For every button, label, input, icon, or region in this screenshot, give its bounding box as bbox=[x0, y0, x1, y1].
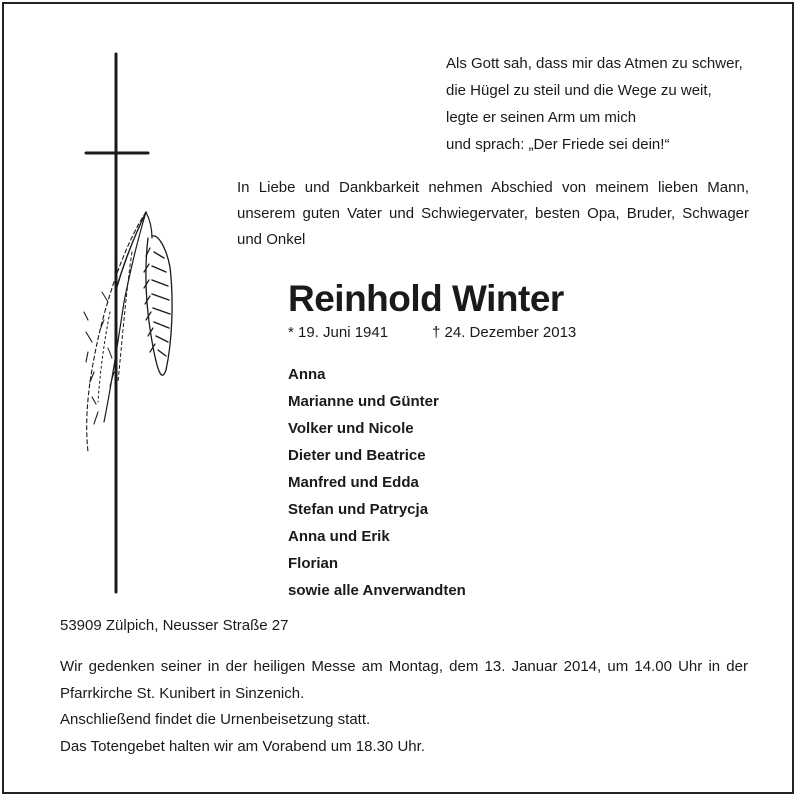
family-member: Marianne und Günter bbox=[288, 393, 439, 410]
family-member: Florian bbox=[288, 555, 339, 572]
cross-with-wheat-icon bbox=[74, 52, 184, 597]
intro-text: In Liebe und Dankbarkeit nehmen Abschied von meinem lieben Mann, unserem guten Vater und Schwiegervater, besten Opa, Bruder, Schwager und Onkel bbox=[237, 179, 749, 248]
mass-info: Wir gedenken seiner in der heiligen Messe am Montag, dem 13. Januar 2014, um 14.00 Uhr in der Pfarrkirche St. Kunibert in Sinzenich. bbox=[60, 658, 748, 702]
deceased-name: Reinhold Winter bbox=[288, 278, 564, 319]
family-member: Dieter und Beatrice bbox=[288, 447, 426, 464]
family-member: Volker und Nicole bbox=[288, 420, 414, 437]
poem-line: die Hügel zu steil und die Wege zu weit, bbox=[446, 82, 712, 99]
family-list bbox=[288, 361, 466, 604]
family-member: Stefan und Patrycja bbox=[288, 501, 429, 518]
poem bbox=[446, 50, 743, 158]
family-member: sowie alle Anverwandten bbox=[288, 582, 466, 599]
poem-line: und sprach: „Der Friede sei dein!“ bbox=[446, 136, 670, 153]
birth-date: * 19. Juni 1941 bbox=[288, 324, 389, 341]
prayer-info: Das Totengebet halten wir am Vorabend um 18.30 Uhr. bbox=[60, 737, 425, 755]
family-member: Anna und Erik bbox=[288, 528, 390, 545]
poem-line: Als Gott sah, dass mir das Atmen zu schwer, bbox=[446, 55, 743, 72]
service-info bbox=[60, 654, 748, 760]
address: 53909 Zülpich, Neusser Straße 27 bbox=[60, 617, 289, 634]
family-member: Anna bbox=[288, 366, 326, 383]
urn-info: Anschließend findet die Urnenbeisetzung statt. bbox=[60, 711, 371, 728]
poem-line: legte er seinen Arm um mich bbox=[446, 109, 637, 126]
death-date: † 24. Dezember 2013 bbox=[432, 324, 577, 341]
obituary-notice bbox=[2, 2, 794, 794]
family-member: Manfred und Edda bbox=[288, 474, 419, 491]
